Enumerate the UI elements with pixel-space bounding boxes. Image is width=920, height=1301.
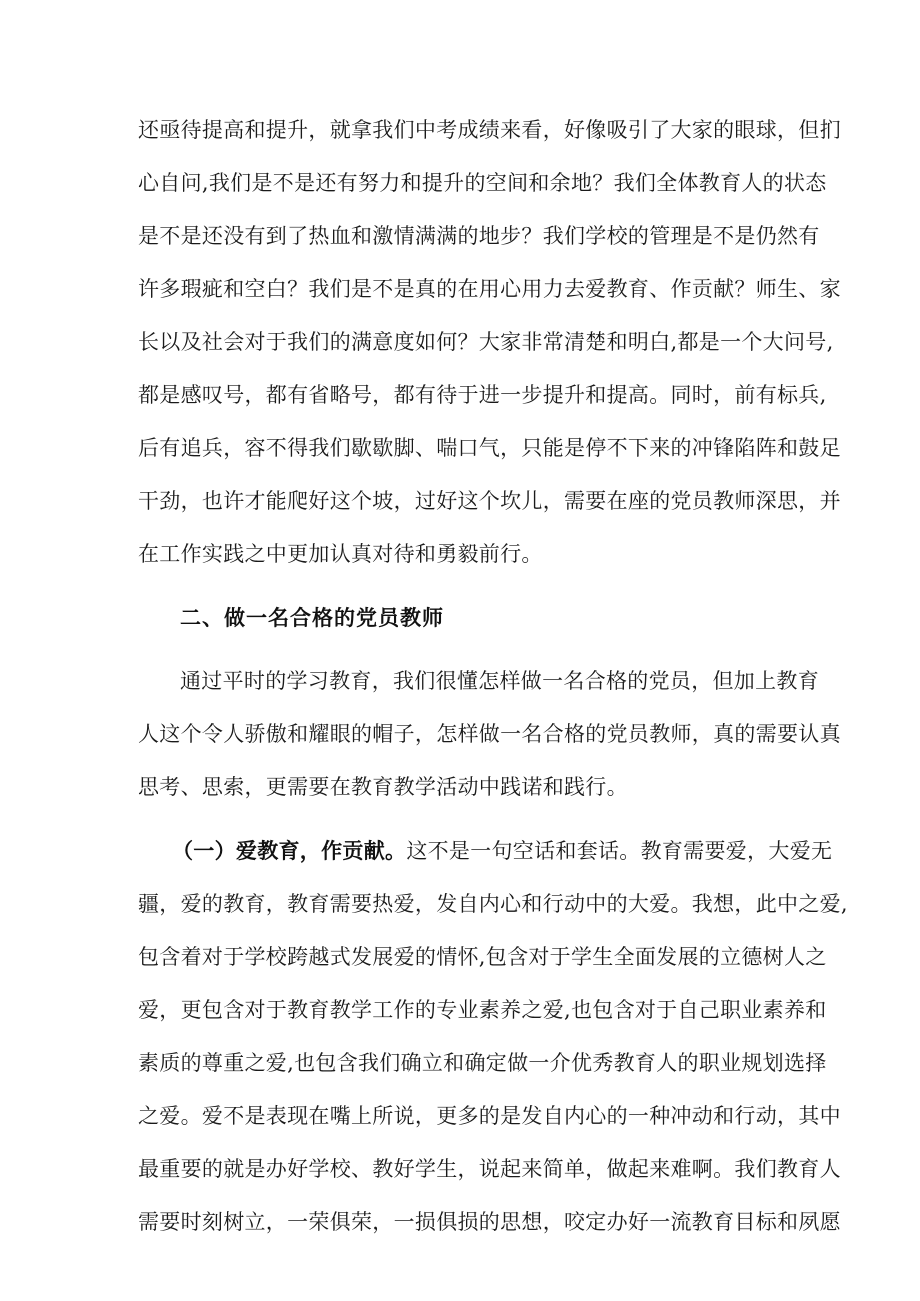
subsection-first-line <box>172 838 833 864</box>
text-line: 后有追兵，容不得我们歇歇脚、喘口气，只能是停不下来的冲锋陷阵和鼓足 <box>138 436 841 460</box>
section-heading: 二、做一名合格的党员教师 <box>180 606 444 630</box>
text-line: 之爱。爱不是表现在嘴上所说，更多的是发自内心的一种冲动和行动，其中 <box>138 1104 841 1128</box>
text-line: 许多瑕疵和空白？我们是不是真的在用心用力去爱教育、作贡献？师生、家 <box>138 277 841 301</box>
text-line: 长以及社会对于我们的满意度如何？大家非常清楚和明白,都是一个大问号, <box>138 330 834 354</box>
text-line: 干劲，也许才能爬好这个坡，过好这个坎儿，需要在座的党员教师深思，并 <box>138 489 841 513</box>
text-line: 都是感叹号，都有省略号，都有待于进一步提升和提高。同时，前有标兵, <box>138 383 827 407</box>
text-line: 还亟待提高和提升，就拿我们中考成绩来看，好像吸引了大家的眼球，但扪 <box>138 118 841 142</box>
text-line: 心自问,我们是不是还有努力和提升的空间和余地？我们全体教育人的状态 <box>138 171 827 195</box>
subsection-heading: （一）爱教育，作贡献。 <box>172 839 407 863</box>
text-line: 疆，爱的教育，教育需要热爱，发自内心和行动中的大爱。我想，此中之爱, <box>138 892 848 916</box>
text-line: 包含着对于学校跨越式发展爱的情怀,包含对于学生全面发展的立德树人之 <box>138 945 827 969</box>
text-line: 需要时刻树立，一荣俱荣，一损俱损的思想，咬定办好一流教育目标和夙愿 <box>138 1210 841 1234</box>
text-line: 素质的尊重之爱,也包含我们确立和确定做一介优秀教育人的职业规划选择 <box>138 1051 827 1075</box>
text-line: 是不是还没有到了热血和激情满满的地步？我们学校的管理是不是仍然有 <box>138 224 820 248</box>
text-line: 通过平时的学习教育，我们很懂怎样做一名合格的党员，但加上教育 <box>180 669 819 693</box>
text-line: 爱，更包含对于教育教学工作的专业素养之爱,也包含对于自己职业素养和 <box>138 998 827 1022</box>
text-line: 最重要的就是办好学校、教好学生，说起来简单，做起来难啊。我们教育人 <box>138 1157 841 1181</box>
text-line: 思考、思索，更需要在教育教学活动中践诺和践行。 <box>138 775 628 799</box>
text-run: 这不是一句空话和套话。教育需要爱，大爱无 <box>406 839 833 863</box>
text-line: 在工作实践之中更加认真对待和勇毅前行。 <box>138 542 543 566</box>
text-line: 人这个令人骄傲和耀眼的帽子，怎样做一名合格的党员教师，真的需要认真 <box>138 722 841 746</box>
